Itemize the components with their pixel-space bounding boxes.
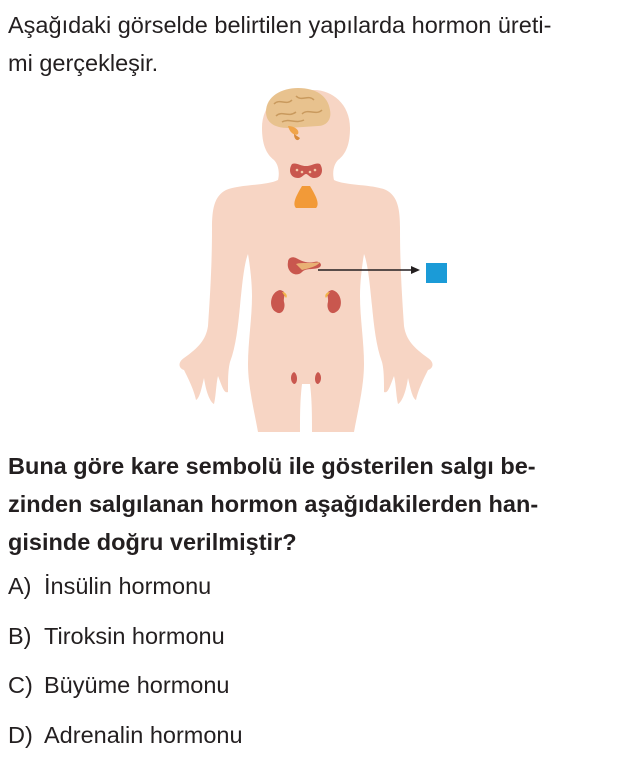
question-line-2: zinden salgılanan hormon aşağıdakilerden han-	[8, 491, 539, 517]
option-letter: B)	[8, 622, 32, 649]
human-body-figure	[170, 86, 460, 432]
option-letter: D)	[8, 721, 33, 748]
option-a[interactable]	[8, 566, 243, 616]
option-letter: C)	[8, 672, 33, 698]
option-letter: A)	[8, 573, 32, 599]
body-silhouette	[180, 90, 433, 432]
option-text: Tiroksin hormonu	[44, 622, 225, 649]
option-text: Adrenalin hormonu	[44, 721, 243, 748]
endocrine-diagram	[170, 86, 460, 432]
option-d[interactable]	[8, 715, 243, 765]
intro-text	[8, 6, 618, 82]
option-text: İnsülin hormonu	[44, 573, 212, 599]
arrow-head	[411, 266, 420, 274]
option-c[interactable]	[8, 665, 243, 715]
question-line-3: gisinde doğru verilmiştir?	[8, 529, 297, 555]
question-text	[8, 447, 618, 561]
option-b[interactable]	[8, 616, 243, 666]
option-text: Büyüme hormonu	[44, 672, 230, 698]
intro-line-2: mi gerçekleşir.	[8, 50, 159, 76]
intro-line-1: Aşağıdaki görselde belirtilen yapılarda hormon üreti-	[8, 12, 552, 38]
question-line-1: Buna göre kare sembolü ile gösterilen salgı be-	[8, 453, 536, 479]
answer-options	[8, 566, 243, 764]
blue-square-marker	[426, 263, 447, 283]
